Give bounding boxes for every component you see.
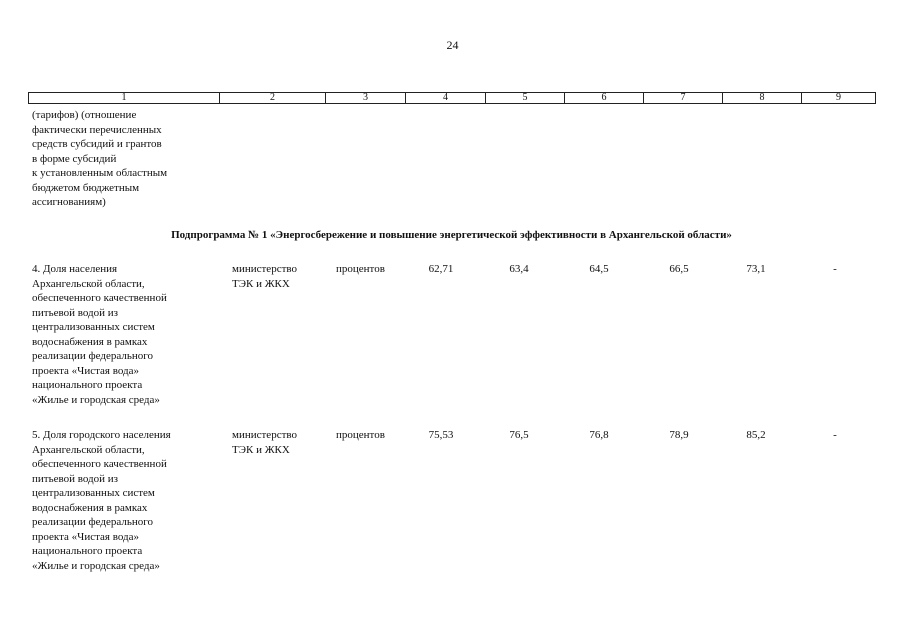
header-col-1: 1 bbox=[29, 93, 220, 104]
value-col-8: 73,1 bbox=[746, 263, 766, 275]
value-col-8: 85,2 bbox=[746, 429, 766, 441]
responsible-body: министерство ТЭК и ЖКХ bbox=[232, 263, 298, 290]
continued-indicator-text: (тарифов) (отношение фактически перечисленных средств субсидий и грантов в форме субсидий к установленным областным бюджетом бюджетным ассигнованиям) bbox=[32, 109, 168, 208]
unit-of-measure: процентов bbox=[336, 429, 385, 441]
header-row bbox=[29, 93, 876, 104]
responsible-body: министерство ТЭК и ЖКХ bbox=[232, 429, 298, 456]
value-col-6: 76,8 bbox=[589, 429, 609, 441]
header-col-4: 4 bbox=[406, 93, 486, 104]
header-col-8: 8 bbox=[723, 93, 802, 104]
header-col-9: 9 bbox=[802, 93, 876, 104]
header-col-6: 6 bbox=[565, 93, 644, 104]
value-col-5: 76,5 bbox=[509, 429, 529, 441]
header-col-5: 5 bbox=[486, 93, 565, 104]
subprogram-title: Подпрограмма № 1 «Энергосбережение и повышение энергетической эффективности в Архангельской области» bbox=[171, 229, 732, 241]
page-number: 24 bbox=[446, 38, 459, 52]
value-col-4: 62,71 bbox=[428, 263, 454, 275]
value-col-7: 66,5 bbox=[669, 263, 689, 275]
column-number-header bbox=[28, 92, 876, 104]
header-col-3: 3 bbox=[326, 93, 406, 104]
value-col-9: - bbox=[833, 263, 837, 275]
header-col-2: 2 bbox=[220, 93, 326, 104]
indicator-name: 5. Доля городского населения Архангельской области, обеспеченного качественной питьевой водой из централизованных систем водоснабжения в рамках реализации федерального проекта «Чистая вода» национального проекта «Жилье и городская среда» bbox=[32, 429, 171, 572]
value-col-9: - bbox=[833, 429, 837, 441]
indicator-name: 4. Доля населения Архангельской области, обеспеченного качественной питьевой водой из централизованных систем водоснабжения в рамках реализации федерального проекта «Чистая вода» национального проекта «Жилье и городская среда» bbox=[32, 263, 167, 406]
value-col-7: 78,9 bbox=[669, 429, 689, 441]
header-col-7: 7 bbox=[644, 93, 723, 104]
value-col-4: 75,53 bbox=[428, 429, 454, 441]
value-col-6: 64,5 bbox=[589, 263, 609, 275]
unit-of-measure: процентов bbox=[336, 263, 385, 275]
value-col-5: 63,4 bbox=[509, 263, 529, 275]
